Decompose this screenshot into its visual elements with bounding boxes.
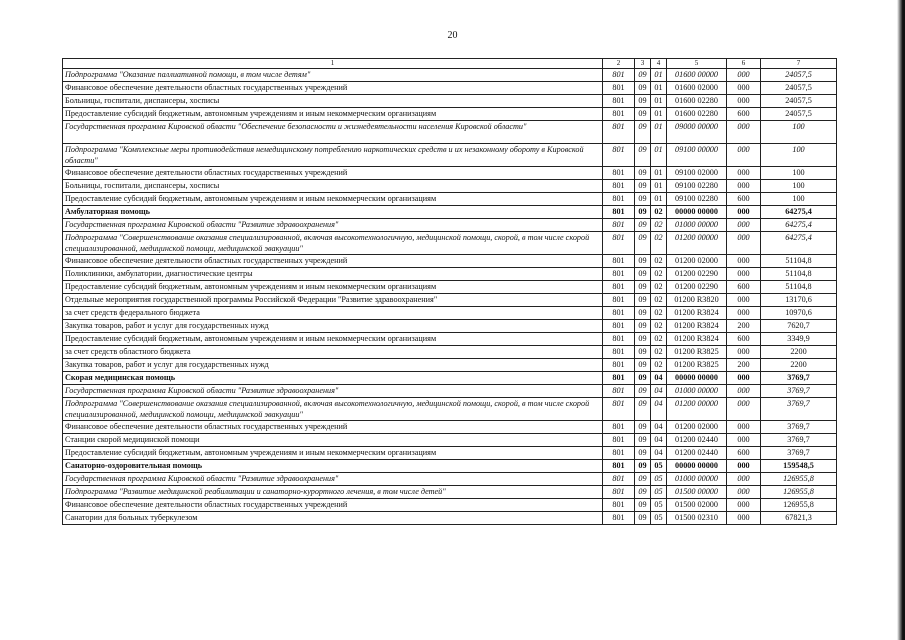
dept-code: 801 [603, 206, 635, 219]
amount: 13170,6 [761, 294, 837, 307]
subsection-code: 05 [651, 473, 667, 486]
target-article-code: 01200 02000 [667, 421, 727, 434]
expense-type-code: 000 [727, 486, 761, 499]
amount: 100 [761, 180, 837, 193]
row-name: Финансовое обеспечение деятельности областных государственных учреждений [63, 255, 603, 268]
subsection-code: 02 [651, 307, 667, 320]
dept-code: 801 [603, 333, 635, 346]
row-name: Подпрограмма "Оказание паллиативной помощи, в том числе детям" [63, 69, 603, 82]
table-row [63, 307, 837, 320]
section-code: 09 [635, 359, 651, 372]
row-name: Предоставление субсидий бюджетным, автономным учреждениям и иным некоммерческим организациям [63, 333, 603, 346]
amount: 3769,7 [761, 447, 837, 460]
expense-type-code: 600 [727, 333, 761, 346]
section-code: 09 [635, 434, 651, 447]
target-article-code: 01200 02440 [667, 447, 727, 460]
table-row [63, 359, 837, 372]
target-article-code: 01200 00000 [667, 398, 727, 421]
amount: 100 [761, 121, 837, 144]
target-article-code: 00000 00000 [667, 460, 727, 473]
subsection-code: 01 [651, 108, 667, 121]
amount: 2200 [761, 346, 837, 359]
section-code: 09 [635, 385, 651, 398]
expense-type-code: 000 [727, 82, 761, 95]
row-name: Скорая медицинская помощь [63, 372, 603, 385]
expense-type-code: 000 [727, 268, 761, 281]
row-name: за счет средств областного бюджета [63, 346, 603, 359]
subsection-code: 02 [651, 294, 667, 307]
table-row [63, 447, 837, 460]
target-article-code: 01200 00000 [667, 232, 727, 255]
expense-type-code: 600 [727, 108, 761, 121]
section-code: 09 [635, 121, 651, 144]
row-name: Финансовое обеспечение деятельности областных государственных учреждений [63, 421, 603, 434]
expense-type-code: 200 [727, 320, 761, 333]
dept-code: 801 [603, 473, 635, 486]
amount: 3349,9 [761, 333, 837, 346]
row-name: Закупка товаров, работ и услуг для государственных нужд [63, 359, 603, 372]
section-code: 09 [635, 281, 651, 294]
scan-edge-shadow [897, 0, 905, 640]
section-code: 09 [635, 219, 651, 232]
amount: 126955,8 [761, 473, 837, 486]
row-name: Предоставление субсидий бюджетным, автономным учреждениям и иным некоммерческим организациям [63, 281, 603, 294]
table-row [63, 69, 837, 82]
column-number-3: 3 [635, 59, 651, 69]
subsection-code: 04 [651, 372, 667, 385]
section-code: 09 [635, 108, 651, 121]
dept-code: 801 [603, 232, 635, 255]
subsection-code: 05 [651, 460, 667, 473]
dept-code: 801 [603, 512, 635, 525]
subsection-code: 04 [651, 434, 667, 447]
dept-code: 801 [603, 320, 635, 333]
section-code: 09 [635, 180, 651, 193]
target-article-code: 09100 02280 [667, 180, 727, 193]
row-name: Подпрограмма "Развитие медицинской реабилитации и санаторно-курортного лечения, в том числе детей" [63, 486, 603, 499]
row-name: Государственная программа Кировской области "Развитие здравоохранения" [63, 219, 603, 232]
row-name: Государственная программа Кировской области "Развитие здравоохранения" [63, 385, 603, 398]
table-row [63, 232, 837, 255]
section-code: 09 [635, 69, 651, 82]
target-article-code: 01000 00000 [667, 473, 727, 486]
row-name: Станции скорой медицинской помощи [63, 434, 603, 447]
dept-code: 801 [603, 499, 635, 512]
target-article-code: 01200 02290 [667, 268, 727, 281]
amount: 7620,7 [761, 320, 837, 333]
expense-type-code: 000 [727, 385, 761, 398]
table-row [63, 144, 837, 167]
subsection-code: 01 [651, 167, 667, 180]
section-code: 09 [635, 294, 651, 307]
section-code: 09 [635, 193, 651, 206]
amount: 100 [761, 167, 837, 180]
table-row [63, 180, 837, 193]
amount: 159548,5 [761, 460, 837, 473]
dept-code: 801 [603, 180, 635, 193]
amount: 67821,3 [761, 512, 837, 525]
section-code: 09 [635, 460, 651, 473]
target-article-code: 01600 02280 [667, 95, 727, 108]
target-article-code: 01000 00000 [667, 219, 727, 232]
subsection-code: 02 [651, 359, 667, 372]
amount: 3769,7 [761, 434, 837, 447]
table-row [63, 82, 837, 95]
column-number-2: 2 [603, 59, 635, 69]
dept-code: 801 [603, 121, 635, 144]
amount: 24057,5 [761, 95, 837, 108]
expense-type-code: 000 [727, 232, 761, 255]
expense-type-code: 000 [727, 346, 761, 359]
column-number-1: 1 [63, 59, 603, 69]
table-row [63, 372, 837, 385]
target-article-code: 01200 R3820 [667, 294, 727, 307]
column-number-4: 4 [651, 59, 667, 69]
subsection-code: 02 [651, 281, 667, 294]
expense-type-code: 000 [727, 421, 761, 434]
section-code: 09 [635, 473, 651, 486]
amount: 10970,6 [761, 307, 837, 320]
row-name: Подпрограмма "Совершенствование оказания специализированной, включая высокотехнологичную, медицинской помощи, скорой, в том числе скорой специализированной, медицинской помощи, медицинской эвакуации" [63, 232, 603, 255]
table-row [63, 460, 837, 473]
amount: 2200 [761, 359, 837, 372]
row-name: Финансовое обеспечение деятельности областных государственных учреждений [63, 82, 603, 95]
expense-type-code: 000 [727, 206, 761, 219]
expense-type-code: 000 [727, 180, 761, 193]
target-article-code: 01600 00000 [667, 69, 727, 82]
target-article-code: 01200 02290 [667, 281, 727, 294]
column-number-6: 6 [727, 59, 761, 69]
table-row [63, 421, 837, 434]
subsection-code: 01 [651, 95, 667, 108]
target-article-code: 01600 02280 [667, 108, 727, 121]
table-row [63, 434, 837, 447]
table-row [63, 473, 837, 486]
expense-type-code: 000 [727, 434, 761, 447]
dept-code: 801 [603, 108, 635, 121]
row-name: Больницы, госпитали, диспансеры, хосписы [63, 95, 603, 108]
subsection-code: 01 [651, 180, 667, 193]
column-number-5: 5 [667, 59, 727, 69]
target-article-code: 09100 02000 [667, 167, 727, 180]
target-article-code: 01200 R3825 [667, 346, 727, 359]
subsection-code: 05 [651, 512, 667, 525]
row-name: Предоставление субсидий бюджетным, автономным учреждениям и иным некоммерческим организациям [63, 108, 603, 121]
subsection-code: 02 [651, 232, 667, 255]
section-code: 09 [635, 167, 651, 180]
row-name: Государственная программа Кировской области "Развитие здравоохранения" [63, 473, 603, 486]
subsection-code: 02 [651, 320, 667, 333]
expense-type-code: 000 [727, 255, 761, 268]
target-article-code: 01200 R3824 [667, 320, 727, 333]
dept-code: 801 [603, 255, 635, 268]
target-article-code: 01200 R3824 [667, 307, 727, 320]
table-row [63, 499, 837, 512]
amount: 64275,4 [761, 219, 837, 232]
expense-type-code: 000 [727, 69, 761, 82]
subsection-code: 02 [651, 346, 667, 359]
table-row [63, 512, 837, 525]
budget-table [62, 58, 837, 525]
dept-code: 801 [603, 294, 635, 307]
row-name: Предоставление субсидий бюджетным, автономным учреждениям и иным некоммерческим организациям [63, 193, 603, 206]
subsection-code: 05 [651, 486, 667, 499]
subsection-code: 05 [651, 499, 667, 512]
expense-type-code: 200 [727, 359, 761, 372]
expense-type-code: 600 [727, 447, 761, 460]
target-article-code: 01200 R3824 [667, 333, 727, 346]
section-code: 09 [635, 232, 651, 255]
target-article-code: 01200 02000 [667, 255, 727, 268]
section-code: 09 [635, 512, 651, 525]
amount: 3769,7 [761, 372, 837, 385]
dept-code: 801 [603, 167, 635, 180]
row-name: Поликлиники, амбулатории, диагностические центры [63, 268, 603, 281]
amount: 64275,4 [761, 206, 837, 219]
row-name: Государственная программа Кировской области "Обеспечение безопасности и жизнедеятельности населения Кировской области" [63, 121, 603, 144]
target-article-code: 01500 02000 [667, 499, 727, 512]
row-name: Финансовое обеспечение деятельности областных государственных учреждений [63, 499, 603, 512]
section-code: 09 [635, 82, 651, 95]
row-name: Амбулаторная помощь [63, 206, 603, 219]
amount: 100 [761, 193, 837, 206]
section-code: 09 [635, 346, 651, 359]
dept-code: 801 [603, 281, 635, 294]
subsection-code: 01 [651, 121, 667, 144]
subsection-code: 04 [651, 421, 667, 434]
dept-code: 801 [603, 385, 635, 398]
table-header-row [63, 59, 837, 69]
amount: 24057,5 [761, 82, 837, 95]
subsection-code: 02 [651, 219, 667, 232]
column-number-7: 7 [761, 59, 837, 69]
dept-code: 801 [603, 193, 635, 206]
target-article-code: 09100 02280 [667, 193, 727, 206]
expense-type-code: 000 [727, 512, 761, 525]
amount: 51104,8 [761, 281, 837, 294]
expense-type-code: 000 [727, 398, 761, 421]
target-article-code: 00000 00000 [667, 206, 727, 219]
table-row [63, 320, 837, 333]
row-name: Закупка товаров, работ и услуг для государственных нужд [63, 320, 603, 333]
section-code: 09 [635, 421, 651, 434]
subsection-code: 01 [651, 82, 667, 95]
dept-code: 801 [603, 307, 635, 320]
expense-type-code: 000 [727, 460, 761, 473]
dept-code: 801 [603, 69, 635, 82]
row-name: Больницы, госпитали, диспансеры, хосписы [63, 180, 603, 193]
dept-code: 801 [603, 486, 635, 499]
target-article-code: 01200 02440 [667, 434, 727, 447]
row-name: Отдельные мероприятия государственной программы Российской Федерации "Развитие здравоохранения" [63, 294, 603, 307]
subsection-code: 02 [651, 333, 667, 346]
target-article-code: 09000 00000 [667, 121, 727, 144]
row-name: за счет средств федерального бюджета [63, 307, 603, 320]
expense-type-code: 000 [727, 167, 761, 180]
table-row [63, 268, 837, 281]
target-article-code: 01600 02000 [667, 82, 727, 95]
table-row [63, 255, 837, 268]
target-article-code: 00000 00000 [667, 372, 727, 385]
subsection-code: 01 [651, 193, 667, 206]
section-code: 09 [635, 499, 651, 512]
section-code: 09 [635, 206, 651, 219]
dept-code: 801 [603, 421, 635, 434]
amount: 126955,8 [761, 499, 837, 512]
row-name: Санаторно-оздоровительная помощь [63, 460, 603, 473]
table-row [63, 167, 837, 180]
subsection-code: 04 [651, 447, 667, 460]
amount: 24057,5 [761, 108, 837, 121]
target-article-code: 09100 00000 [667, 144, 727, 167]
expense-type-code: 000 [727, 144, 761, 167]
subsection-code: 04 [651, 398, 667, 421]
section-code: 09 [635, 333, 651, 346]
row-name: Подпрограмма "Совершенствование оказания специализированной, включая высокотехнологичную, медицинской помощи, скорой, в том числе скорой специализированной, медицинской помощи, медицинской эвакуации" [63, 398, 603, 421]
expense-type-code: 000 [727, 219, 761, 232]
section-code: 09 [635, 372, 651, 385]
table-row [63, 385, 837, 398]
amount: 3769,7 [761, 398, 837, 421]
dept-code: 801 [603, 460, 635, 473]
amount: 51104,8 [761, 268, 837, 281]
target-article-code: 01000 00000 [667, 385, 727, 398]
subsection-code: 02 [651, 255, 667, 268]
section-code: 09 [635, 320, 651, 333]
subsection-code: 01 [651, 144, 667, 167]
section-code: 09 [635, 398, 651, 421]
amount: 24057,5 [761, 69, 837, 82]
row-name: Предоставление субсидий бюджетным, автономным учреждениям и иным некоммерческим организациям [63, 447, 603, 460]
subsection-code: 02 [651, 268, 667, 281]
section-code: 09 [635, 268, 651, 281]
table-row [63, 398, 837, 421]
dept-code: 801 [603, 219, 635, 232]
dept-code: 801 [603, 95, 635, 108]
subsection-code: 04 [651, 385, 667, 398]
expense-type-code: 000 [727, 307, 761, 320]
expense-type-code: 000 [727, 95, 761, 108]
row-name: Санатории для больных туберкулезом [63, 512, 603, 525]
table-row [63, 281, 837, 294]
table-row [63, 346, 837, 359]
dept-code: 801 [603, 82, 635, 95]
table-row [63, 219, 837, 232]
amount: 51104,8 [761, 255, 837, 268]
dept-code: 801 [603, 268, 635, 281]
section-code: 09 [635, 255, 651, 268]
target-article-code: 01200 R3825 [667, 359, 727, 372]
dept-code: 801 [603, 359, 635, 372]
dept-code: 801 [603, 346, 635, 359]
expense-type-code: 000 [727, 473, 761, 486]
section-code: 09 [635, 447, 651, 460]
dept-code: 801 [603, 398, 635, 421]
expense-type-code: 000 [727, 499, 761, 512]
row-name: Подпрограмма "Комплексные меры противодействия немедицинскому потреблению наркотических средств и их незаконному обороту в Кировской области" [63, 144, 603, 167]
table-row [63, 193, 837, 206]
table-row [63, 294, 837, 307]
table-row [63, 121, 837, 144]
expense-type-code: 000 [727, 121, 761, 144]
subsection-code: 02 [651, 206, 667, 219]
section-code: 09 [635, 307, 651, 320]
table-row [63, 206, 837, 219]
amount: 3769,7 [761, 421, 837, 434]
table-row [63, 333, 837, 346]
section-code: 09 [635, 486, 651, 499]
expense-type-code: 000 [727, 294, 761, 307]
section-code: 09 [635, 95, 651, 108]
page-number: 20 [447, 30, 458, 41]
amount: 64275,4 [761, 232, 837, 255]
amount: 100 [761, 144, 837, 167]
table-row [63, 486, 837, 499]
target-article-code: 01500 02310 [667, 512, 727, 525]
dept-code: 801 [603, 434, 635, 447]
expense-type-code: 000 [727, 372, 761, 385]
subsection-code: 01 [651, 69, 667, 82]
amount: 3769,7 [761, 385, 837, 398]
target-article-code: 01500 00000 [667, 486, 727, 499]
dept-code: 801 [603, 372, 635, 385]
amount: 126955,8 [761, 486, 837, 499]
row-name: Финансовое обеспечение деятельности областных государственных учреждений [63, 167, 603, 180]
table-row [63, 108, 837, 121]
dept-code: 801 [603, 447, 635, 460]
expense-type-code: 600 [727, 193, 761, 206]
expense-type-code: 600 [727, 281, 761, 294]
table-row [63, 95, 837, 108]
dept-code: 801 [603, 144, 635, 167]
section-code: 09 [635, 144, 651, 167]
